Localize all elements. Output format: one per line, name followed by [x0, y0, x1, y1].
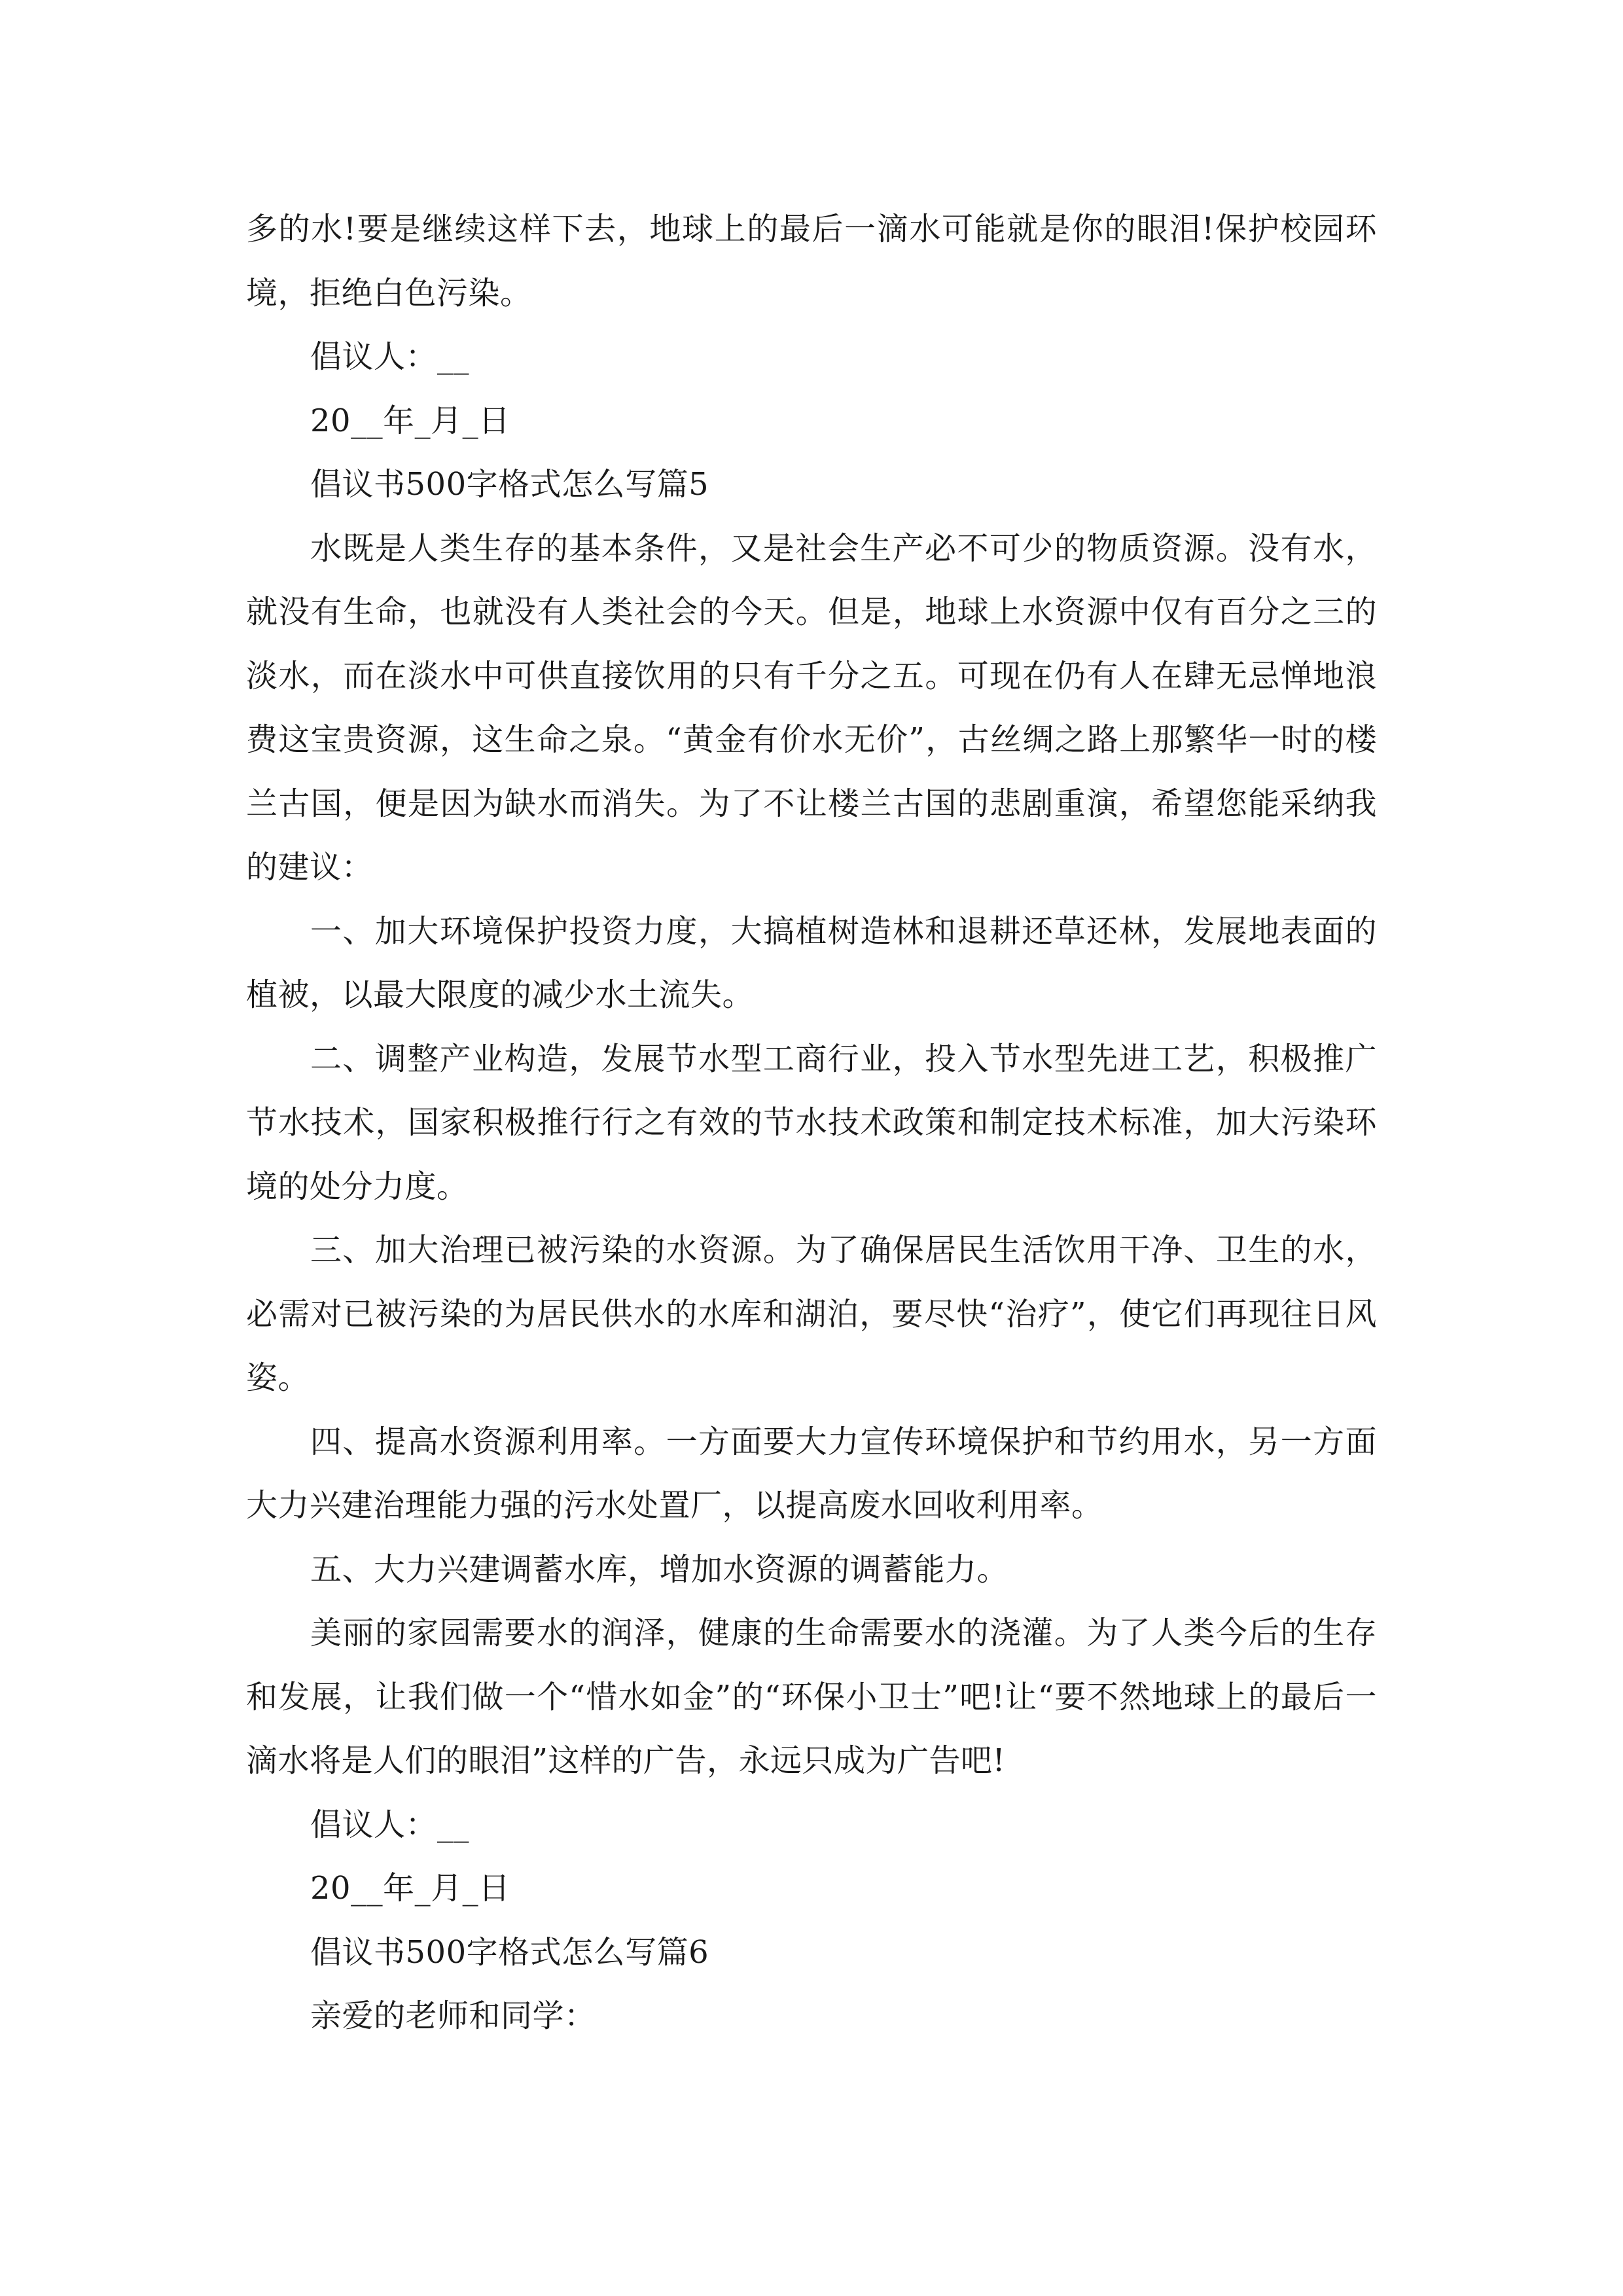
salutation: 亲爱的老师和同学： — [310, 1998, 596, 2034]
paragraph-continuation: 多的水!要是继续这样下去，地球上的最后一滴水可能就是你的眼泪!保护校园环境，拒绝白色污染。 — [246, 211, 1377, 312]
signature-line: 倡议人：__ — [310, 1806, 470, 1843]
paragraph-closing: 美丽的家园需要水的润泽，健康的生命需要水的浇灌。为了人类今后的生存和发展，让我们做一个“惜水如金”的“环保小卫士”吧!让“要不然地球上的最后一滴水将是人们的眼泪”这样的广告，永远只成为广告吧! — [246, 1615, 1377, 1779]
suggestion-1: 一、加大环境保护投资力度，大搞植树造林和退耕还草还林，发展地表面的植被，以最大限度的减少水土流失。 — [246, 912, 1377, 1013]
section-heading: 倡议书500字格式怎么写篇6 — [310, 1933, 709, 1971]
suggestion-5: 五、大力兴建调蓄水库，增加水资源的调蓄能力。 — [310, 1551, 1009, 1588]
date-line: 20__年_月_日 — [310, 1870, 510, 1907]
paragraph-intro: 水既是人类生存的基本条件，又是社会生产必不可少的物质资源。没有水，就没有生命，也就没有人类社会的今天。但是，地球上水资源中仅有百分之三的淡水，而在淡水中可供直接饮用的只有千分之五。可现在仍有人在肆无忌惮地浪费这宝贵资源，这生命之泉。“黄金有价水无价”，古丝绸之路上那繁华一时的楼兰古国，便是因为缺水而消失。为了不让楼兰古国的悲剧重演，希望您能采纳我的建议： — [246, 529, 1377, 886]
signature-line: 倡议人：__ — [310, 338, 470, 375]
suggestion-4: 四、提高水资源利用率。一方面要大力宣传环境保护和节约用水，另一方面大力兴建治理能力强的污水处置厂，以提高废水回收利用率。 — [246, 1423, 1377, 1524]
suggestion-3: 三、加大治理已被污染的水资源。为了确保居民生活饮用干净、卫生的水，必需对已被污染的为居民供水的水库和湖泊，要尽快“治疗”，使它们再现往日风姿。 — [246, 1232, 1377, 1396]
section-heading: 倡议书500字格式怎么写篇5 — [310, 466, 709, 503]
date-line: 20__年_月_日 — [310, 402, 510, 439]
suggestion-2: 二、调整产业构造，发展节水型工商行业，投入节水型先进工艺，积极推广节水技术，国家积极推行行之有效的节水技术政策和制定技术标准，加大污染环境的处分力度。 — [246, 1040, 1377, 1205]
document-body — [246, 198, 1377, 2049]
